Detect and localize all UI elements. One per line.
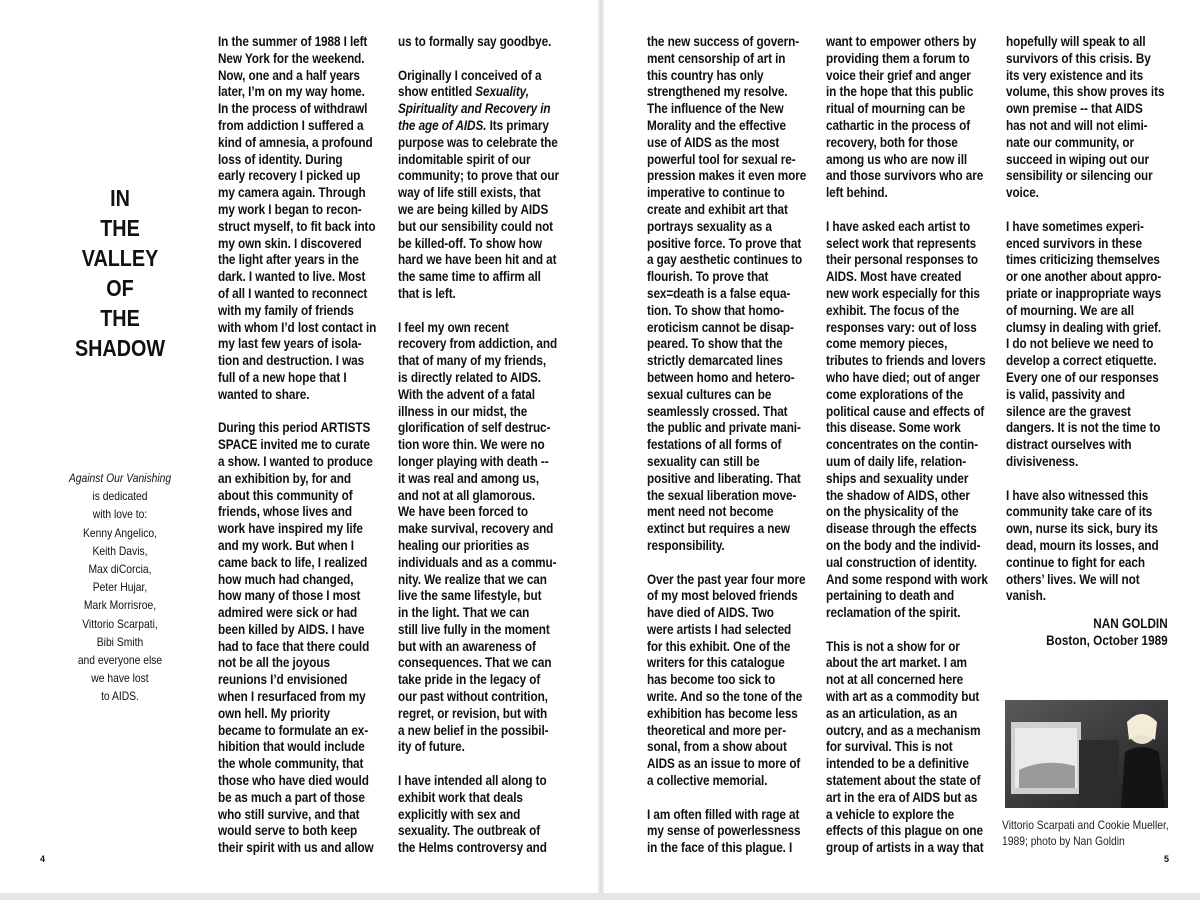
text-line bbox=[398, 302, 559, 319]
text-line: flourish. To prove that bbox=[647, 268, 769, 285]
dedication bbox=[55, 469, 185, 706]
text-line: been killed by AIDS. I have bbox=[218, 620, 365, 637]
text-line: outcry, and as a mechanism bbox=[826, 721, 981, 738]
text-line: And some respond with work bbox=[826, 570, 988, 587]
text-line: on the physicality of the bbox=[826, 503, 959, 520]
text-line: distract ourselves with bbox=[1006, 436, 1132, 453]
text-line: a new belief in the possibil- bbox=[398, 721, 549, 738]
text-line: We have been forced to bbox=[398, 503, 528, 520]
text-line: who still survive, and that bbox=[218, 805, 360, 822]
text-line: disease through the effects bbox=[826, 520, 977, 537]
text-line bbox=[398, 755, 559, 772]
text-line: create and exhibit art that bbox=[647, 200, 788, 217]
text-line: reunions I’d envisioned bbox=[218, 671, 348, 688]
text-line: concentrates on the contin- bbox=[826, 436, 978, 453]
text-column-3 bbox=[647, 33, 837, 856]
text-line: others’ lives. We will not bbox=[1006, 570, 1140, 587]
text-line: New York for the weekend. bbox=[218, 49, 365, 66]
text-line: theoretical and more per- bbox=[647, 721, 787, 738]
text-line: AIDS. Most have created bbox=[826, 268, 962, 285]
text-line: individuals and as a commu- bbox=[398, 553, 557, 570]
text-line: the Helms controversy and bbox=[398, 839, 547, 856]
text-line: I have intended all along to bbox=[398, 772, 547, 789]
text-line: ment need not become bbox=[647, 503, 774, 520]
text-line: but our sensibility could not bbox=[398, 217, 554, 234]
text-line: intended to be a definitive bbox=[826, 755, 969, 772]
photo-caption-line: 1989; photo by Nan Goldin bbox=[1002, 834, 1125, 848]
text-line: have died of AIDS. Two bbox=[647, 604, 774, 621]
text-line: community take care of its bbox=[1006, 503, 1153, 520]
text-line: hopefully will speak to all bbox=[1006, 33, 1146, 49]
dedication-line: Bibi Smith bbox=[96, 634, 144, 649]
text-line: ritual of mourning can be bbox=[826, 100, 966, 117]
text-line: During this period ARTISTS bbox=[218, 419, 371, 436]
dedication-line: Kenny Angelico, bbox=[82, 525, 158, 540]
text-line: show entitled Sexuality, bbox=[398, 83, 529, 100]
text-line: The influence of the New bbox=[647, 100, 784, 117]
text-line: longer playing with death -- bbox=[398, 452, 549, 469]
text-line: has not and will not elimi- bbox=[1006, 116, 1148, 133]
text-line: were artists I had selected bbox=[647, 620, 792, 637]
dedication-line: Vittorio Scarpati, bbox=[82, 616, 158, 631]
dedication-line: we have lost bbox=[91, 671, 149, 686]
text-line: their personal responses to bbox=[826, 251, 978, 268]
text-line: AIDS as an issue to more of bbox=[647, 755, 801, 772]
text-line: with my family of friends bbox=[218, 301, 354, 318]
dedication-line: Peter Hujar, bbox=[92, 580, 148, 595]
text-line: community; to prove that our bbox=[398, 167, 559, 184]
photograph bbox=[1005, 700, 1168, 808]
text-line: wanted to share. bbox=[218, 385, 310, 402]
text-line: is valid, passivity and bbox=[1006, 385, 1125, 402]
text-line: be as much a part of those bbox=[218, 788, 365, 805]
text-line: my own skin. I discovered bbox=[218, 234, 362, 251]
text-line: kind of amnesia, a profound bbox=[218, 133, 373, 150]
text-line: and not at all glamorous. bbox=[398, 486, 536, 503]
title-line: SHADOW bbox=[74, 335, 166, 361]
text-line: come explorations of the bbox=[826, 385, 964, 402]
dedication-line: Mark Morrisroe, bbox=[83, 598, 157, 613]
text-line: came back to life, I realized bbox=[218, 553, 368, 570]
text-line: the new success of govern- bbox=[647, 33, 800, 49]
text-line: left behind. bbox=[826, 184, 888, 201]
text-line: cathartic in the process of bbox=[826, 116, 971, 133]
text-column-1 bbox=[218, 33, 406, 856]
text-line: effects of this plague on one bbox=[826, 822, 984, 839]
text-line: but with an awareness of bbox=[398, 637, 536, 654]
text-line: struct myself, to fit back into bbox=[218, 217, 376, 234]
text-line: dark. I wanted to live. Most bbox=[218, 268, 366, 285]
text-line: this country has only bbox=[647, 66, 764, 83]
text-line: ity of future. bbox=[398, 738, 465, 755]
text-line bbox=[647, 789, 806, 806]
text-line: hard we have been hit and at bbox=[398, 251, 557, 268]
text-line: I have sometimes experi- bbox=[1006, 217, 1144, 234]
text-line: divisiveness. bbox=[1006, 452, 1079, 469]
text-line: providing them a forum to bbox=[826, 49, 970, 66]
text-line: exhibit work that deals bbox=[398, 788, 523, 805]
text-line: the same time to affirm all bbox=[398, 268, 541, 285]
text-line: I am often filled with rage at bbox=[647, 805, 800, 822]
text-line: those who have died would bbox=[218, 772, 369, 789]
text-line: sex=death is a false equa- bbox=[647, 284, 791, 301]
text-line: own, nurse its sick, bury its bbox=[1006, 520, 1158, 537]
text-line: political cause and effects of bbox=[826, 402, 985, 419]
dedication-book-title: Against Our Vanishing bbox=[68, 471, 172, 485]
text-line: This is not a show for or bbox=[826, 637, 960, 654]
text-line: about this community of bbox=[218, 486, 353, 503]
text-line: With the advent of a fatal bbox=[398, 385, 535, 402]
photo-caption-line: Vittorio Scarpati and Cookie Mueller, bbox=[1002, 818, 1169, 832]
text-line: a show. I wanted to produce bbox=[218, 452, 373, 469]
text-line: extinct but requires a new bbox=[647, 520, 790, 537]
text-line: positive and liberating. That bbox=[647, 469, 801, 486]
text-line: I do not believe we need to bbox=[1006, 335, 1154, 352]
text-line: the whole community, that bbox=[218, 755, 364, 772]
text-line: the shadow of AIDS, other bbox=[826, 486, 970, 503]
dedication-line: with love to: bbox=[92, 507, 148, 522]
text-line: seamlessly crossed. That bbox=[647, 402, 788, 419]
text-line: tion and destruction. I was bbox=[218, 352, 365, 369]
text-line: ment censorship of art in bbox=[647, 49, 786, 66]
text-line: our past without contrition, bbox=[398, 688, 548, 705]
text-line bbox=[398, 50, 559, 67]
text-line: powerful tool for sexual re- bbox=[647, 150, 796, 167]
text-line: statement about the state of bbox=[826, 772, 981, 789]
text-line: come memory pieces, bbox=[826, 335, 948, 352]
text-line: vanish. bbox=[1006, 587, 1046, 604]
page-number-right: 5 bbox=[1164, 854, 1170, 864]
text-line: still live fully in the moment bbox=[398, 620, 550, 637]
text-line: responses vary: out of loss bbox=[826, 318, 977, 335]
text-line: SPACE invited me to curate bbox=[218, 436, 370, 453]
text-line: my work I began to recon- bbox=[218, 200, 362, 217]
dedication-line: to AIDS. bbox=[101, 689, 139, 704]
text-line: sexuality can still be bbox=[647, 452, 760, 469]
text-line: with whom I’d lost contact in bbox=[218, 318, 377, 335]
text-line: live the same lifestyle, but bbox=[398, 587, 542, 604]
text-line: imperative to continue to bbox=[647, 184, 785, 201]
text-line bbox=[647, 554, 806, 571]
text-line: recovery, both for those bbox=[826, 133, 958, 150]
text-line: volume, this show proves its bbox=[1006, 83, 1165, 100]
text-line: sonal, from a show about bbox=[647, 738, 787, 755]
page-number-left: 4 bbox=[40, 854, 46, 864]
text-line: consequences. That we can bbox=[398, 654, 552, 671]
text-line: Every one of our responses bbox=[1006, 368, 1159, 385]
text-line: eroticism cannot be disap- bbox=[647, 318, 794, 335]
text-line: glorification of self destruc- bbox=[398, 419, 551, 436]
signature bbox=[1023, 615, 1168, 649]
text-line: for survival. This is not bbox=[826, 738, 953, 755]
text-line: hibition that would include bbox=[218, 738, 365, 755]
text-line: dead, mourn its losses, and bbox=[1006, 536, 1159, 553]
text-line: nate our community, or bbox=[1006, 133, 1134, 150]
text-line: peared. To show that the bbox=[647, 335, 783, 352]
text-line: tributes to friends and lovers bbox=[826, 352, 986, 369]
text-line: strengthened my resolve. bbox=[647, 83, 788, 100]
text-line bbox=[218, 403, 376, 420]
text-line: ships and sexuality under bbox=[826, 469, 969, 486]
text-line: priate or inappropriate ways bbox=[1006, 284, 1162, 301]
text-line: sexual cultures can be bbox=[647, 385, 772, 402]
text-line: as an articulation, as an bbox=[826, 704, 958, 721]
text-line: develop a correct etiquette. bbox=[1006, 352, 1157, 369]
page-bottom-edge bbox=[0, 893, 1200, 900]
text-line: regret, or revision, but with bbox=[398, 704, 548, 721]
text-line: recovery from addiction, and bbox=[398, 335, 558, 352]
text-line: not be all the joyous bbox=[218, 654, 330, 671]
text-line: an exhibition by, for and bbox=[218, 469, 351, 486]
text-line: work have inspired my life bbox=[218, 520, 363, 537]
text-line: dangers. It is not the time to bbox=[1006, 419, 1161, 436]
text-line bbox=[826, 201, 988, 218]
text-line: I have also witnessed this bbox=[1006, 486, 1149, 503]
text-line: that of many of my friends, bbox=[398, 352, 547, 369]
text-line: be killed-off. To show how bbox=[398, 234, 542, 251]
text-line: that is left. bbox=[398, 284, 456, 301]
text-line: festations of all forms of bbox=[647, 436, 782, 453]
text-line: survivors of this crisis. By bbox=[1006, 49, 1151, 66]
text-line bbox=[1006, 201, 1164, 218]
text-line: a gay aesthetic continues to bbox=[647, 251, 803, 268]
text-line: sensibility or silencing our bbox=[1006, 167, 1153, 184]
photograph-image bbox=[1005, 700, 1168, 808]
text-line: of all I wanted to reconnect bbox=[218, 284, 368, 301]
text-line: responsibility. bbox=[647, 536, 725, 553]
text-line: with art as a commodity but bbox=[826, 688, 980, 705]
dedication-line: Keith Davis, bbox=[92, 543, 148, 558]
text-line: want to empower others by bbox=[826, 33, 977, 49]
text-line: and those survivors who are bbox=[826, 167, 984, 184]
text-line: pression makes it even more bbox=[647, 167, 807, 184]
text-line: I feel my own recent bbox=[398, 318, 509, 335]
text-line: when I resurfaced from my bbox=[218, 688, 366, 705]
text-column-5 bbox=[1006, 33, 1195, 604]
text-line: ual construction of identity. bbox=[826, 553, 977, 570]
text-line: in the face of this plague. I bbox=[647, 839, 793, 856]
text-line: use of AIDS as the most bbox=[647, 133, 780, 150]
text-line: full of a new hope that I bbox=[218, 368, 347, 385]
text-line bbox=[826, 621, 988, 638]
text-line: clumsy in dealing with grief. bbox=[1006, 318, 1162, 335]
dedication-line: Max diCorcia, bbox=[88, 562, 152, 577]
text-line: my sense of powerlessness bbox=[647, 822, 801, 839]
text-line: Over the past year four more bbox=[647, 570, 806, 587]
text-line: had to face that there could bbox=[218, 637, 370, 654]
text-line: continue to fight for each bbox=[1006, 553, 1145, 570]
essay-title bbox=[68, 183, 171, 363]
text-line: became to formulate an ex- bbox=[218, 721, 369, 738]
text-line: own premise -- that AIDS bbox=[1006, 100, 1143, 117]
page-gutter bbox=[598, 0, 604, 900]
title-line: IN bbox=[110, 185, 130, 211]
text-line: In the process of withdrawl bbox=[218, 100, 368, 117]
text-line: sexuality. The outbreak of bbox=[398, 822, 541, 839]
text-line: write. And so the tone of the bbox=[647, 688, 803, 705]
text-line: enced survivors in these bbox=[1006, 234, 1142, 251]
text-line: a vehicle to explore the bbox=[826, 805, 955, 822]
text-line: my camera again. Through bbox=[218, 184, 366, 201]
text-line: writers for this catalogue bbox=[647, 654, 785, 671]
signature-place-date: Boston, October 1989 bbox=[1046, 632, 1168, 648]
text-line: explicitly with sex and bbox=[398, 805, 521, 822]
text-line: the age of AIDS. Its primary bbox=[398, 116, 549, 133]
text-line: purpose was to celebrate the bbox=[398, 133, 558, 150]
text-line: illness in our midst, the bbox=[398, 402, 528, 419]
text-line: uum of daily life, relation- bbox=[826, 452, 967, 469]
text-line: in the hope that this public bbox=[826, 83, 974, 100]
text-line: positive force. To prove that bbox=[647, 234, 802, 251]
text-line: or one another about appro- bbox=[1006, 268, 1162, 285]
text-line: Now, one and a half years bbox=[218, 66, 360, 83]
text-line: would serve to both keep bbox=[218, 822, 358, 839]
text-line: not at all concerned here bbox=[826, 671, 964, 688]
text-line: it was real and among us, bbox=[398, 469, 540, 486]
text-line: among us who are now ill bbox=[826, 150, 968, 167]
text-line: succeed in wiping out our bbox=[1006, 150, 1149, 167]
text-column-4 bbox=[826, 33, 1019, 856]
text-line: their spirit with us and allow bbox=[218, 839, 374, 856]
text-line: the public and private mani- bbox=[647, 419, 801, 436]
photo-caption bbox=[1002, 817, 1182, 849]
text-line: on the body and the individ- bbox=[826, 536, 981, 553]
text-line: I have asked each artist to bbox=[826, 217, 971, 234]
text-line: between homo and hetero- bbox=[647, 368, 795, 385]
text-line: make survival, recovery and bbox=[398, 520, 554, 537]
text-line: pertaining to death and bbox=[826, 587, 955, 604]
dedication-line: and everyone else bbox=[77, 653, 163, 668]
text-line: voice. bbox=[1006, 184, 1039, 201]
text-line: indomitable spirit of our bbox=[398, 150, 531, 167]
text-line: the light after years in the bbox=[218, 251, 359, 268]
text-line: own hell. My priority bbox=[218, 704, 330, 721]
text-line: group of artists in a way that bbox=[826, 839, 984, 856]
text-line: In the summer of 1988 I left bbox=[218, 33, 368, 49]
text-line: how much had changed, bbox=[218, 570, 354, 587]
text-line: about the art market. I am bbox=[826, 654, 967, 671]
text-line: we are being killed by AIDS bbox=[398, 200, 549, 217]
text-line: nity. We realize that we can bbox=[398, 570, 547, 587]
text-line: of my most beloved friends bbox=[647, 587, 798, 604]
text-line: exhibit. The focus of the bbox=[826, 301, 960, 318]
text-line: how many of those I most bbox=[218, 587, 361, 604]
text-line: later, I’m on my way home. bbox=[218, 83, 365, 100]
text-line: Morality and the effective bbox=[647, 116, 786, 133]
text-line: exhibition has become less bbox=[647, 704, 798, 721]
text-line: select work that represents bbox=[826, 234, 977, 251]
text-line: art in the era of AIDS but as bbox=[826, 788, 978, 805]
text-line: portrays sexuality as a bbox=[647, 217, 772, 234]
text-line: way of life still exists, that bbox=[398, 184, 541, 201]
text-line: loss of identity. During bbox=[218, 150, 343, 167]
text-line: Originally I conceived of a bbox=[398, 66, 542, 83]
signature-name: NAN GOLDIN bbox=[1093, 615, 1168, 631]
text-line: this disease. Some work bbox=[826, 419, 961, 436]
text-line: my last few years of isola- bbox=[218, 335, 362, 352]
text-line: and my work. But when I bbox=[218, 536, 354, 553]
text-line: has become too sick to bbox=[647, 671, 776, 688]
text-line: the sexual liberation move- bbox=[647, 486, 797, 503]
text-column-2 bbox=[398, 33, 590, 856]
text-line: from addiction I suffered a bbox=[218, 116, 364, 133]
text-line: new work especially for this bbox=[826, 284, 980, 301]
text-line: of mourning. We are all bbox=[1006, 301, 1134, 318]
text-line: us to formally say goodbye. bbox=[398, 33, 552, 49]
text-line: tion wore thin. We were no bbox=[398, 436, 545, 453]
text-line: early recovery I picked up bbox=[218, 167, 361, 184]
dedication-line: is dedicated bbox=[92, 489, 148, 504]
text-line: is directly related to AIDS. bbox=[398, 368, 541, 385]
text-line: a collective memorial. bbox=[647, 772, 768, 789]
text-line: strictly demarcated lines bbox=[647, 352, 783, 369]
title-line: VALLEY bbox=[81, 245, 159, 271]
text-line: tion. To show that homo- bbox=[647, 301, 784, 318]
text-line: silence are the gravest bbox=[1006, 402, 1131, 419]
text-line: healing our priorities as bbox=[398, 536, 530, 553]
text-line: in the light. That we can bbox=[398, 604, 530, 621]
text-line: times criticizing themselves bbox=[1006, 251, 1160, 268]
text-line: who have died; out of anger bbox=[826, 368, 980, 385]
title-line: THE bbox=[100, 305, 140, 331]
text-line bbox=[1006, 470, 1164, 487]
title-line: OF bbox=[106, 275, 134, 301]
text-line: friends, whose lives and bbox=[218, 503, 352, 520]
text-line: voice their grief and anger bbox=[826, 66, 971, 83]
text-line: take pride in the legacy of bbox=[398, 671, 541, 688]
text-line: Spirituality and Recovery in bbox=[398, 100, 551, 117]
text-line: reclamation of the spirit. bbox=[826, 604, 961, 621]
title-line: THE bbox=[100, 215, 140, 241]
text-line: admired were sick or had bbox=[218, 604, 358, 621]
text-line: for this exhibit. One of the bbox=[647, 637, 791, 654]
text-line: its very existence and its bbox=[1006, 66, 1144, 83]
